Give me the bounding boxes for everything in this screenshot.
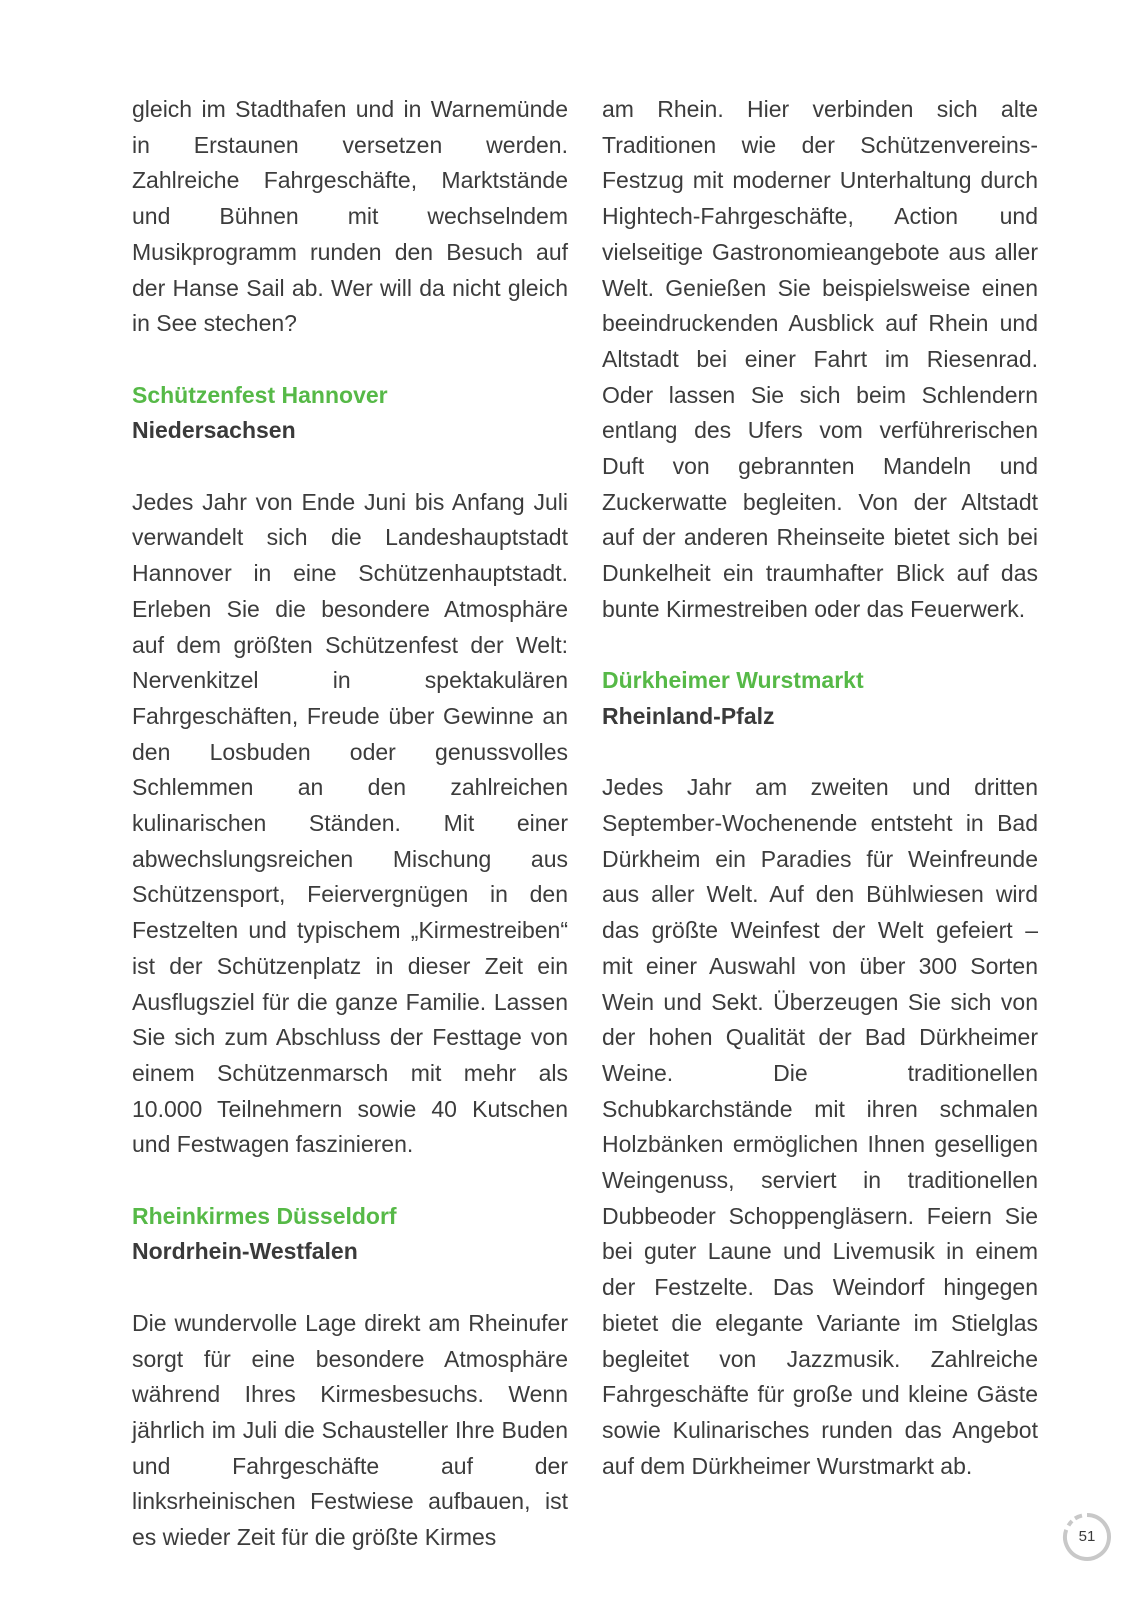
spacer (602, 628, 1038, 664)
right-column (602, 92, 1038, 1484)
section-title-rheinkirmes: Rheinkirmes Düsseldorf (132, 1202, 397, 1229)
page-number: 51 (1078, 1528, 1096, 1545)
section-paragraph-wurstmarkt: Jedes Jahr am zweiten und dritten September-Wochenende entsteht in Bad Dürkheim ein Paradies für Weinfreunde aus aller Welt. Auf den Bühlwiesen wird das größte Weinfest der Welt gefeiert – mit einer Auswahl von über 300 Sorten Wein und Sekt. Überzeugen Sie sich von der hohen Qualität der Bad Dürkheimer Weine. Die traditionellen Schubkarchstände mit ihren schmalen Holzbänken ermöglichen Ihnen geselligen Weingenuss, serviert in traditionellen Dubbeoder Schoppengläsern. Feiern Sie bei guter Laune und Livemusik in einem der Festzelte. Das Weindorf hingegen bietet die elegante Variante im Stielglas begleitet von Jazzmusik. Zahlreiche Fahrgeschäfte für große und kleine Gäste sowie Kulinarisches runden das Angebot auf dem Dürkheimer Wurstmarkt ab. (602, 774, 1038, 1479)
left-column (132, 92, 568, 1556)
continuation-paragraph: am Rhein. Hier verbinden sich alte Traditionen wie der Schützenvereins-Festzug mit moderner Unterhaltung durch Hightech-Fahrgeschäfte, Action und vielseitige Gastronomieangebote aus aller Welt. Genießen Sie beispielsweise einen beeindruckenden Ausblick auf Rhein und Altstadt bei einer Fahrt im Riesenrad. Oder lassen Sie sich beim Schlendern entlang des Ufers vom verführerischen Duft von gebrannten Mandeln und Zuckerwatte begleiten. Von der Altstadt auf der anderen Rheinseite bietet sich bei Dunkelheit ein traumhafter Blick auf das bunte Kirmestreiben oder das Feuerwerk. (602, 96, 1038, 622)
spacer (132, 1163, 568, 1199)
spacer (132, 342, 568, 378)
section-title-schuetzenfest: Schützenfest Hannover (132, 381, 388, 408)
spacer (132, 449, 568, 485)
page-number-badge (1062, 1512, 1112, 1562)
spacer (602, 735, 1038, 771)
section-paragraph-rheinkirmes: Die wundervolle Lage direkt am Rheinufer sorgt für eine besondere Atmosphäre während Ihres Kirmesbesuchs. Wenn jährlich im Juli die Schausteller Ihre Buden und Fahrgeschäfte auf der linksrheinischen Festwiese aufbauen, ist es wieder Zeit für die größte Kirmes (132, 1309, 568, 1551)
section-region-rheinland-pfalz: Rheinland-Pfalz (602, 702, 775, 729)
section-region-niedersachsen: Niedersachsen (132, 417, 296, 444)
section-paragraph-schuetzenfest: Jedes Jahr von Ende Juni bis Anfang Juli verwandelt sich die Landeshauptstadt Hannover in eine Schützenhauptstadt. Erleben Sie die besondere Atmosphäre auf dem größten Schützenfest der Welt: Nervenkitzel in spektakulären Fahrgeschäften, Freude über Gewinne an den Losbuden oder genussvolles Schlemmen an den zahlreichen kulinarischen Ständen. Mit einer abwechslungsreichen Mischung aus Schützensport, Feiervergnügen in den Festzelten und typischem „Kirmestreiben“ ist der Schützenplatz in dieser Zeit ein Ausflugsziel für die ganze Familie. Lassen Sie sich zum Abschluss der Festtage von einem Schützenmarsch mit mehr als 10.000 Teilnehmern sowie 40 Kutschen und Festwagen faszinieren. (132, 488, 568, 1158)
intro-paragraph: gleich im Stadthafen und in Warnemünde in Erstaunen versetzen werden. Zahlreiche Fahrgeschäfte, Marktstände und Bühnen mit wechselndem Musikprogramm runden den Besuch auf der Hanse Sail ab. Wer will da nicht gleich in See stechen? (132, 96, 568, 337)
spacer (132, 1270, 568, 1306)
section-title-wurstmarkt: Dürkheimer Wurstmarkt (602, 667, 864, 694)
section-region-nrw: Nordrhein-Westfalen (132, 1238, 358, 1265)
